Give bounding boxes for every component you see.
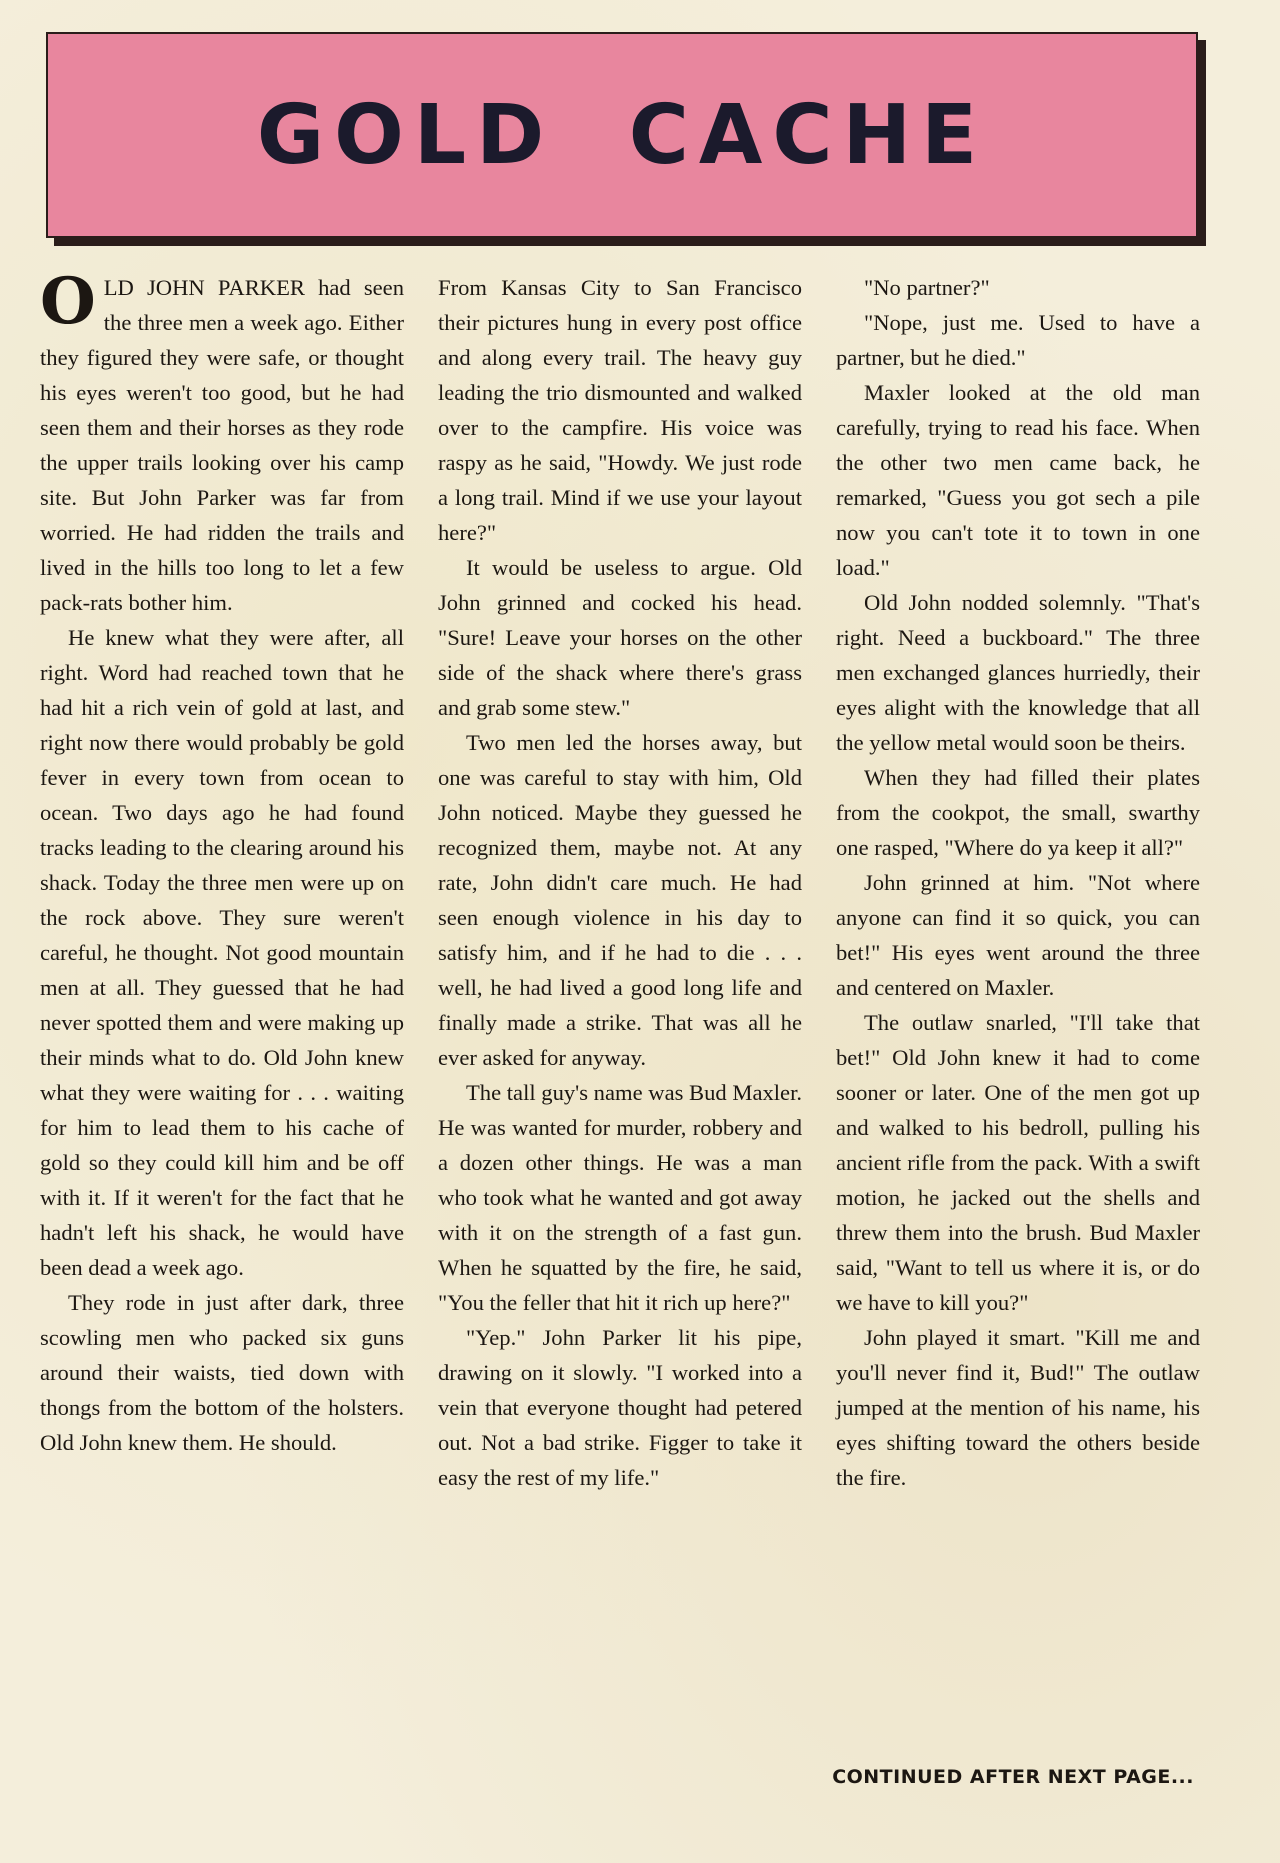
paragraph: Two men led the horses away, but one was careful to stay with him, Old John noticed. Maybe they guessed he recognized them, maybe not. At any rate, John didn't care much. He had seen enough violence in his day to satisfy him, and if he had to die . . . well, he had lived a good long life and finally made a strike. That was all he ever asked for anyway. bbox=[438, 730, 802, 1070]
paragraph: Old John nodded solemnly. "That's right. Need a buckboard." The three men exchanged glances hurriedly, their eyes alight with the knowledge that all the yellow metal would soon be theirs. bbox=[836, 590, 1200, 755]
paragraph: From Kansas City to San Francisco their pictures hung in every post office and along every trail. The heavy guy leading the trio dismounted and walked over to the campfire. His voice was raspy as he said, "Howdy. We just rode a long trail. Mind if we use your layout here?" bbox=[438, 275, 802, 545]
paragraph: "Nope, just me. Used to have a partner, but he died." bbox=[836, 310, 1200, 370]
paragraph: They rode in just after dark, three scowling men who packed six guns around their waists, tied down with thongs from the bottom of the holsters. Old John knew them. He should. bbox=[40, 1290, 404, 1455]
story-title: GOLD CACHE bbox=[256, 87, 988, 183]
drop-cap: O bbox=[40, 264, 96, 339]
title-banner bbox=[46, 32, 1198, 238]
story-columns bbox=[40, 264, 1200, 1760]
paragraph: When they had filled their plates from the cookpot, the small, swarthy one rasped, "Where do ya keep it all?" bbox=[836, 765, 1200, 860]
paragraph: John grinned at him. "Not where anyone can find it so quick, you can bet!" His eyes went around the three and centered on Maxler. bbox=[836, 870, 1200, 1000]
paragraph: Maxler looked at the old man carefully, trying to read his face. When the other two men came back, he remarked, "Guess you got sech a pile now you can't tote it to town in one load." bbox=[836, 380, 1200, 580]
paragraph: The tall guy's name was Bud Maxler. He was wanted for murder, robbery and a dozen other things. He was a man who took what he wanted and got away with it on the strength of a fast gun. When he squatted by the fire, he said, "You the feller that hit it rich up here?" bbox=[438, 1080, 803, 1315]
column-2 bbox=[438, 270, 802, 1760]
paragraph: "No partner?" bbox=[864, 275, 990, 300]
paragraph: LD JOHN PARKER had seen the three men a week ago. Either they figured they were safe, or thought his eyes weren't too good, but he had seen them and their horses as they rode the upper trails looking over his camp site. But John Parker was far from worried. He had ridden the trails and lived in the hills too long to let a few pack-rats bother him. bbox=[40, 275, 404, 615]
paragraph: "Yep." John Parker lit his pipe, drawing on it slowly. "I worked into a vein that everyone thought had petered out. Not a bad strike. Figger to take it easy the rest of my life." bbox=[438, 1325, 802, 1490]
continued-note: CONTINUED AFTER NEXT PAGE... bbox=[832, 1766, 1194, 1788]
paragraph: The outlaw snarled, "I'll take that bet!" Old John knew it had to come sooner or later. One of the men got up and walked to his bedroll, pulling his ancient rifle from the pack. With a swift motion, he jacked out the shells and threw them into the brush. Bud Maxler said, "Want to tell us where it is, or do we have to kill you?" bbox=[836, 1010, 1200, 1315]
paragraph: He knew what they were after, all right. Word had reached town that he had hit a rich vein of gold at last, and right now there would probably be gold fever in every town from ocean to ocean. Two days ago he had found tracks leading to the clearing around his shack. Today the three men were up on the rock above. They sure weren't careful, he thought. Not good mountain men at all. They guessed that he had never spotted them and were making up their minds what to do. Old John knew what they were waiting for . . . waiting for him to lead them to his cache of gold so they could kill him and be off with it. If it weren't for the fact that he hadn't left his shack, he would have been dead a week ago. bbox=[40, 625, 404, 1280]
paragraph: John played it smart. "Kill me and you'll never find it, Bud!" The outlaw jumped at the mention of his name, his eyes shifting toward the others beside the fire. bbox=[836, 1325, 1200, 1490]
column-1 bbox=[40, 264, 404, 1760]
column-3 bbox=[836, 270, 1200, 1760]
paragraph: It would be useless to argue. Old John grinned and cocked his head. "Sure! Leave your horses on the other side of the shack where there's grass and grab some stew." bbox=[438, 555, 802, 720]
